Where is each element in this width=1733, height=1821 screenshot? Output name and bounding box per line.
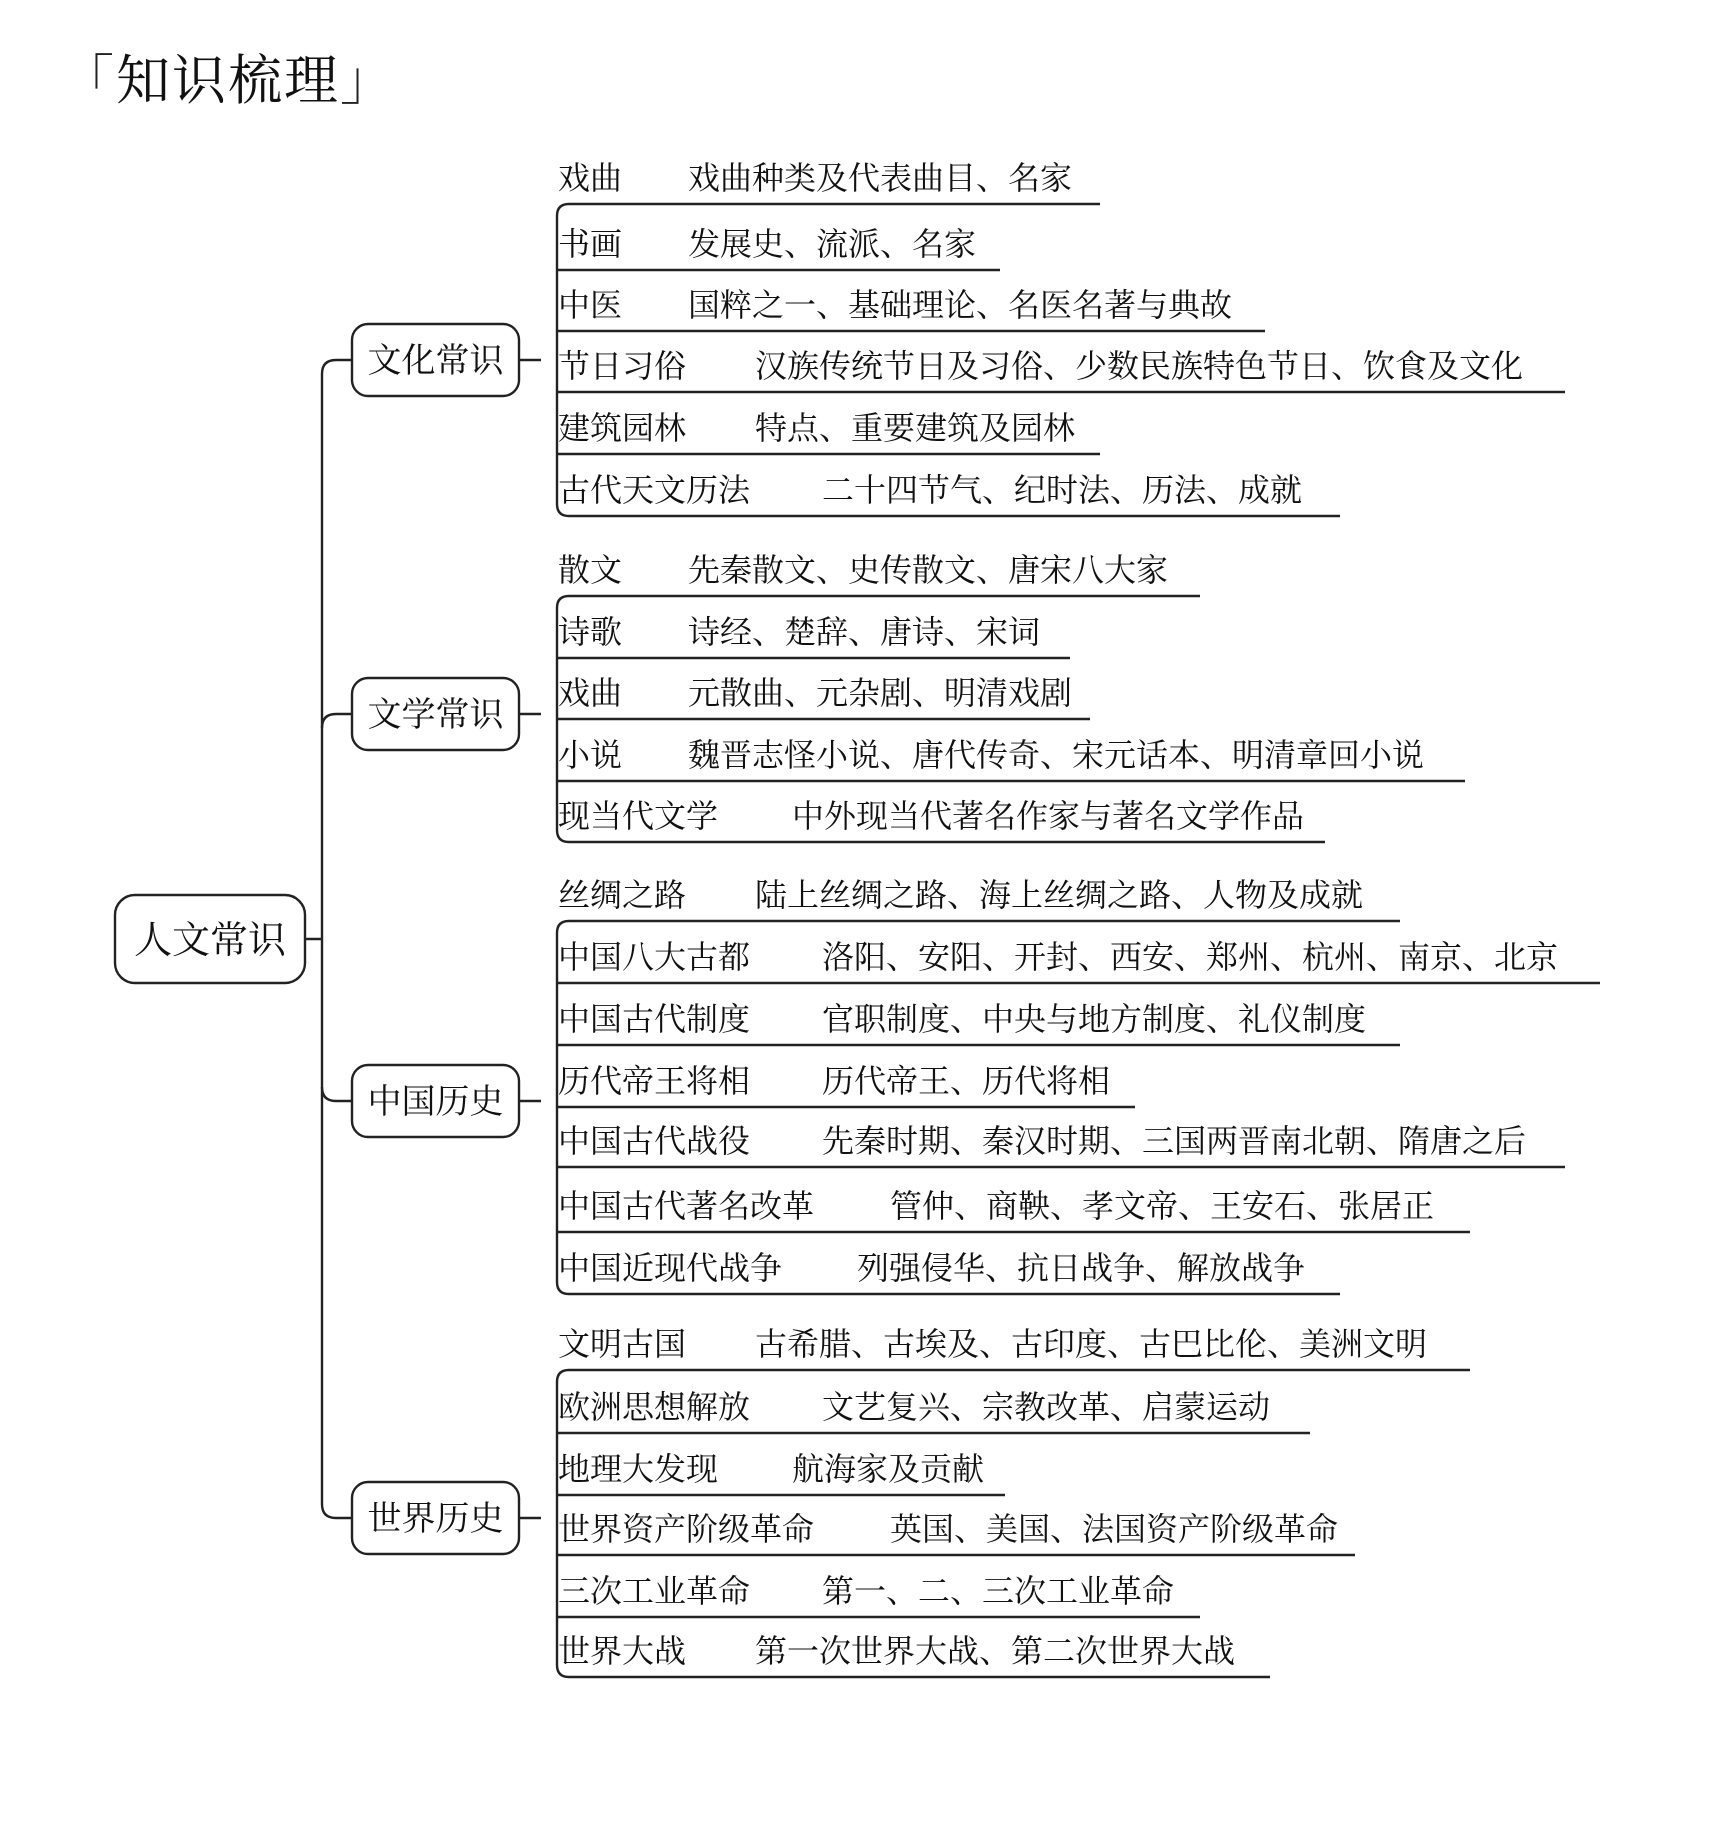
item-topic: 建筑园林 [558, 409, 687, 447]
item-detail: 第一次世界大战、第二次世界大战 [755, 1632, 1236, 1670]
branch-label: 中国历史 [367, 1082, 504, 1122]
branch-connector [322, 360, 352, 374]
item-detail: 列强侵华、抗日战争、解放战争 [857, 1249, 1306, 1287]
title-bracket-open: 「 [60, 49, 116, 112]
item-detail: 特点、重要建筑及园林 [755, 409, 1076, 447]
item-topic: 中医 [558, 286, 623, 324]
branch-connector [322, 714, 352, 728]
item-detail: 航海家及贡献 [792, 1450, 985, 1488]
item-detail: 汉族传统节日及习俗、少数民族特色节日、饮食及文化 [755, 347, 1524, 385]
item-detail: 陆上丝绸之路、海上丝绸之路、人物及成就 [755, 876, 1364, 914]
item-detail: 洛阳、安阳、开封、西安、郑州、杭州、南京、北京 [822, 938, 1559, 976]
branch-label: 世界历史 [367, 1499, 504, 1539]
item-topic: 中国近现代战争 [558, 1249, 783, 1287]
item-topic: 丝绸之路 [558, 876, 687, 914]
item-detail: 先秦时期、秦汉时期、三国两晋南北朝、隋唐之后 [822, 1122, 1527, 1160]
item-topic: 欧洲思想解放 [558, 1388, 751, 1426]
branch-connector [322, 1087, 352, 1101]
item-topic: 节日习俗 [558, 347, 687, 385]
item-topic: 历代帝王将相 [558, 1062, 751, 1100]
item-topic: 诗歌 [558, 613, 623, 651]
item-detail: 第一、二、三次工业革命 [822, 1572, 1175, 1610]
title-text: 知识梳理 [116, 49, 340, 112]
title-bracket-close: 」 [340, 49, 396, 112]
item-detail: 官职制度、中央与地方制度、礼仪制度 [822, 1000, 1367, 1038]
item-detail: 魏晋志怪小说、唐代传奇、宋元话本、明清章回小说 [688, 736, 1425, 774]
item-topic: 现当代文学 [558, 797, 719, 835]
item-topic: 中国八大古都 [558, 938, 751, 976]
item-detail: 中外现当代著名作家与著名文学作品 [792, 797, 1305, 835]
item-detail: 先秦散文、史传散文、唐宋八大家 [688, 551, 1169, 589]
item-detail: 戏曲种类及代表曲目、名家 [688, 159, 1073, 197]
item-topic: 散文 [558, 551, 623, 589]
item-detail: 发展史、流派、名家 [688, 225, 977, 263]
branch-connector [322, 1504, 352, 1518]
branch-label: 文化常识 [367, 341, 504, 381]
item-detail: 古希腊、古埃及、古印度、古巴比伦、美洲文明 [755, 1325, 1428, 1363]
item-detail: 国粹之一、基础理论、名医名著与典故 [688, 286, 1233, 324]
item-detail: 诗经、楚辞、唐诗、宋词 [688, 613, 1041, 651]
item-detail: 二十四节气、纪时法、历法、成就 [822, 471, 1303, 509]
item-topic: 古代天文历法 [558, 471, 751, 509]
item-detail: 英国、美国、法国资产阶级革命 [890, 1510, 1339, 1548]
item-topic: 世界大战 [558, 1632, 687, 1670]
item-topic: 三次工业革命 [558, 1572, 751, 1610]
root-label: 人文常识 [133, 918, 287, 962]
item-topic: 中国古代制度 [558, 1000, 751, 1038]
item-detail: 管仲、商鞅、孝文帝、王安石、张居正 [890, 1187, 1435, 1225]
item-topic: 书画 [558, 225, 623, 263]
item-topic: 世界资产阶级革命 [558, 1510, 815, 1548]
item-detail: 元散曲、元杂剧、明清戏剧 [688, 674, 1073, 712]
item-detail: 历代帝王、历代将相 [822, 1062, 1111, 1100]
item-detail: 文艺复兴、宗教改革、启蒙运动 [822, 1388, 1271, 1426]
item-topic: 地理大发现 [558, 1450, 719, 1488]
item-topic: 戏曲 [558, 674, 623, 712]
branch-label: 文学常识 [367, 695, 504, 735]
item-topic: 戏曲 [558, 159, 623, 197]
item-topic: 中国古代战役 [558, 1122, 751, 1160]
item-topic: 文明古国 [558, 1325, 687, 1363]
item-topic: 中国古代著名改革 [558, 1187, 815, 1225]
item-topic: 小说 [558, 736, 623, 774]
